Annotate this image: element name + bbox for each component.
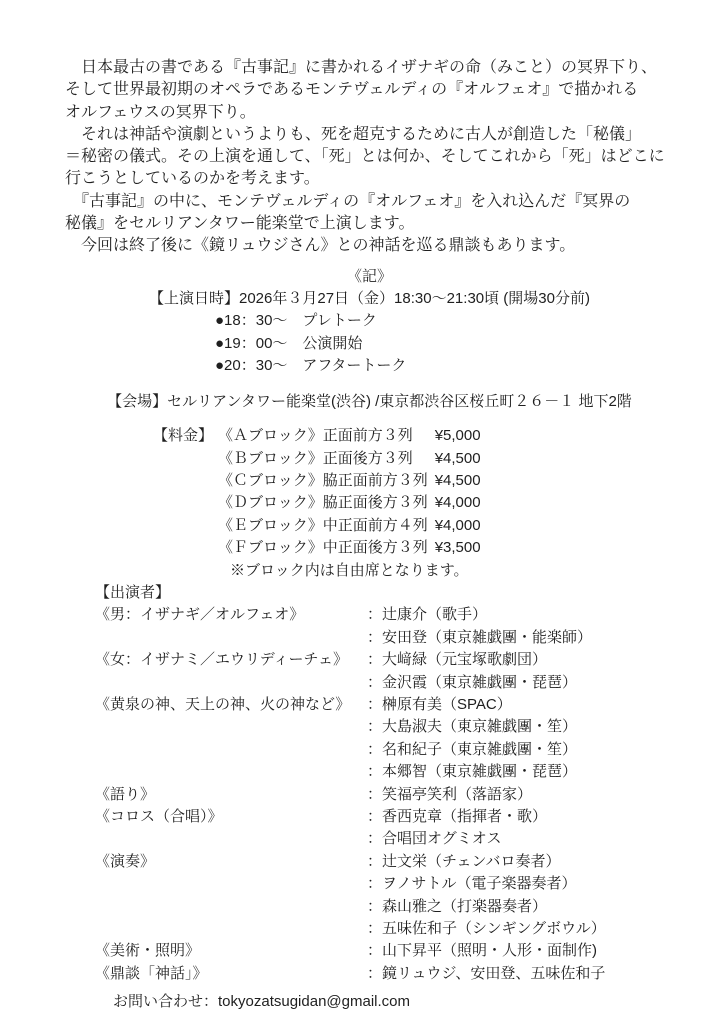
price-row [65,470,674,492]
cast-role: 《美術・照明》 [95,942,201,960]
price-seats: 中正面前方４列 [322,516,428,534]
cast-row [65,873,674,895]
cast-name: ：辻康介（歌手） [367,606,488,624]
cast-row [65,806,674,828]
cast-role [95,918,367,940]
price-block-name: 《Ｄブロック》 [218,494,323,512]
cast-role: 《コロス（合唱）》 [95,808,223,826]
cast-name: ：山下昇平（照明・人形・面制作) [367,942,597,960]
cast-row [65,672,674,694]
price-row [65,515,674,537]
cast-name: ：ヲノサトル（電子楽器奏者） [367,875,577,893]
intro-paragraphs [65,57,674,258]
cast-name: ：安田登（東京雑戯團・能楽師） [367,628,593,646]
cast-name: ：大島淑夫（東京雑戯團・笙） [367,718,578,736]
cast-row [65,649,674,671]
price-block-name: 《Ｃブロック》 [218,471,323,489]
price-amount: ¥4,500 [434,471,481,489]
price-block-name: 《Ｆブロック》 [218,539,323,557]
notice-section [65,266,674,1014]
cast-name: ：辻文栄（チェンバロ奏者） [367,852,561,870]
venue-line: 【会場】セルリアンタワー能楽堂(渋谷) /東京都渋谷区桜丘町２６－１ 地下2階 [107,392,632,410]
cast-role: 《演奏》 [95,852,156,870]
cast-row [65,761,674,783]
cast-role [95,672,367,694]
cast-name: ：笑福亭笑利（落語家） [367,785,533,803]
price-row [65,448,674,470]
price-section [65,425,674,582]
intro-line: 行こうとしているのかを考えます。 [65,170,320,188]
price-seats: 中正面後方３列 [322,539,428,557]
cast-role [95,873,367,895]
cast-role [95,896,367,918]
cast-row [65,604,674,626]
cast-role [95,739,367,761]
cast-heading: 【出演者】 [95,583,171,601]
schedule-item: ●18：30〜 プレトーク [215,312,377,330]
cast-name: ：鏡リュウジ、安田登、五味佐和子 [367,964,606,982]
price-label: 【料金】 [153,427,214,445]
cast-row [65,828,674,850]
price-block-name: 《Ａブロック》 [218,427,323,445]
performance-datetime: 【上演日時】2026年３月27日（金）18:30〜21:30頃 (開場30分前) [149,290,590,308]
price-block-name: 《Ｅブロック》 [218,516,323,534]
cast-row [65,918,674,940]
contact-line [65,991,674,1013]
cast-name: ：金沢霞（東京雑戯團・琵琶） [367,673,578,691]
price-seats: 脇正面前方３列 [322,471,428,489]
price-seats: 正面後方３列 [322,449,413,467]
schedule-item: ●19：00〜 公演開始 [215,334,363,352]
cast-row [65,851,674,873]
cast-row [65,739,674,761]
cast-name: ：香西克章（指揮者・歌） [367,808,548,826]
cast-role: 《語り》 [95,785,156,803]
intro-line: 秘儀』をセルリアンタワー能楽堂で上演します。 [65,215,415,233]
price-row [65,492,674,514]
cast-name: ：五味佐和子（シンギングボウル） [367,920,606,938]
cast-row [65,963,674,985]
cast-role [95,828,367,850]
price-seats: 脇正面後方３列 [322,494,428,512]
price-note: ※ブロック内は自由席となります。 [230,561,469,579]
cast-role [95,761,367,783]
contact-email: tokyozatsugidan@gmail.com [218,993,410,1011]
intro-line: 今回は終了後に《鏡リュウジさん》との神話を巡る鼎談もあります。 [65,237,576,255]
intro-line: 『古事記』の中に、モンテヴェルディの『オルフェオ』を入れ込んだ『冥界の [65,192,631,210]
intro-line: 日本最古の書である『古事記』に書かれるイザナギの命（みこと）の冥界下り、 [65,59,658,76]
intro-line: それは神話や演劇というよりも、死を超克するために古人が創造した「秘儀」 [65,125,642,143]
price-seats: 正面前方３列 [322,427,413,445]
cast-name: ：榊原有美（SPAC） [367,695,512,713]
contact-label: お問い合わせ： [113,993,219,1011]
cast-name: ：本郷智（東京雑戯團・琵琶） [367,763,578,781]
intro-line: そして世界最初期のオペラであるモンテヴェルディの『オルフェオ』で描かれる [65,81,639,99]
intro-line: ＝秘密の儀式。その上演を通して、「死」とは何か、そしてこれから「死」はどこに [65,148,665,166]
cast-list [65,604,674,985]
section-heading-ki: 《記》 [346,267,392,285]
cast-row [65,940,674,962]
price-amount: ¥5,000 [434,427,481,445]
price-block-name: 《Ｂブロック》 [218,449,323,467]
cast-role [95,627,367,649]
cast-row [65,716,674,738]
cast-role: 《黄泉の神、天上の神、火の神など》 [95,695,351,713]
price-amount: ¥3,500 [434,539,481,557]
cast-role [95,716,367,738]
cast-role: 《男：イザナギ／オルフェオ》 [95,606,305,624]
schedule-list [65,310,674,377]
price-row [65,537,674,559]
cast-role: 《鼎談「神話」》 [95,964,208,982]
cast-row [65,627,674,649]
cast-name: ：大﨑緑（元宝塚歌劇団） [367,651,548,669]
cast-row [65,784,674,806]
schedule-item: ●20：30〜 アフタートーク [215,357,407,375]
cast-name: ：合唱団オグミオス [367,830,502,848]
price-amount: ¥4,500 [434,449,481,467]
price-amount: ¥4,000 [434,494,481,512]
cast-name: ：名和紀子（東京雑戯團・笙） [367,740,578,758]
price-amount: ¥4,000 [434,516,481,534]
cast-role: 《女：イザナミ／エウリディーチェ》 [95,651,349,669]
cast-row [65,694,674,716]
cast-row [65,896,674,918]
intro-line: オルフェウスの冥界下り。 [65,103,256,121]
cast-name: ：森山雅之（打楽器奏者） [367,897,548,915]
